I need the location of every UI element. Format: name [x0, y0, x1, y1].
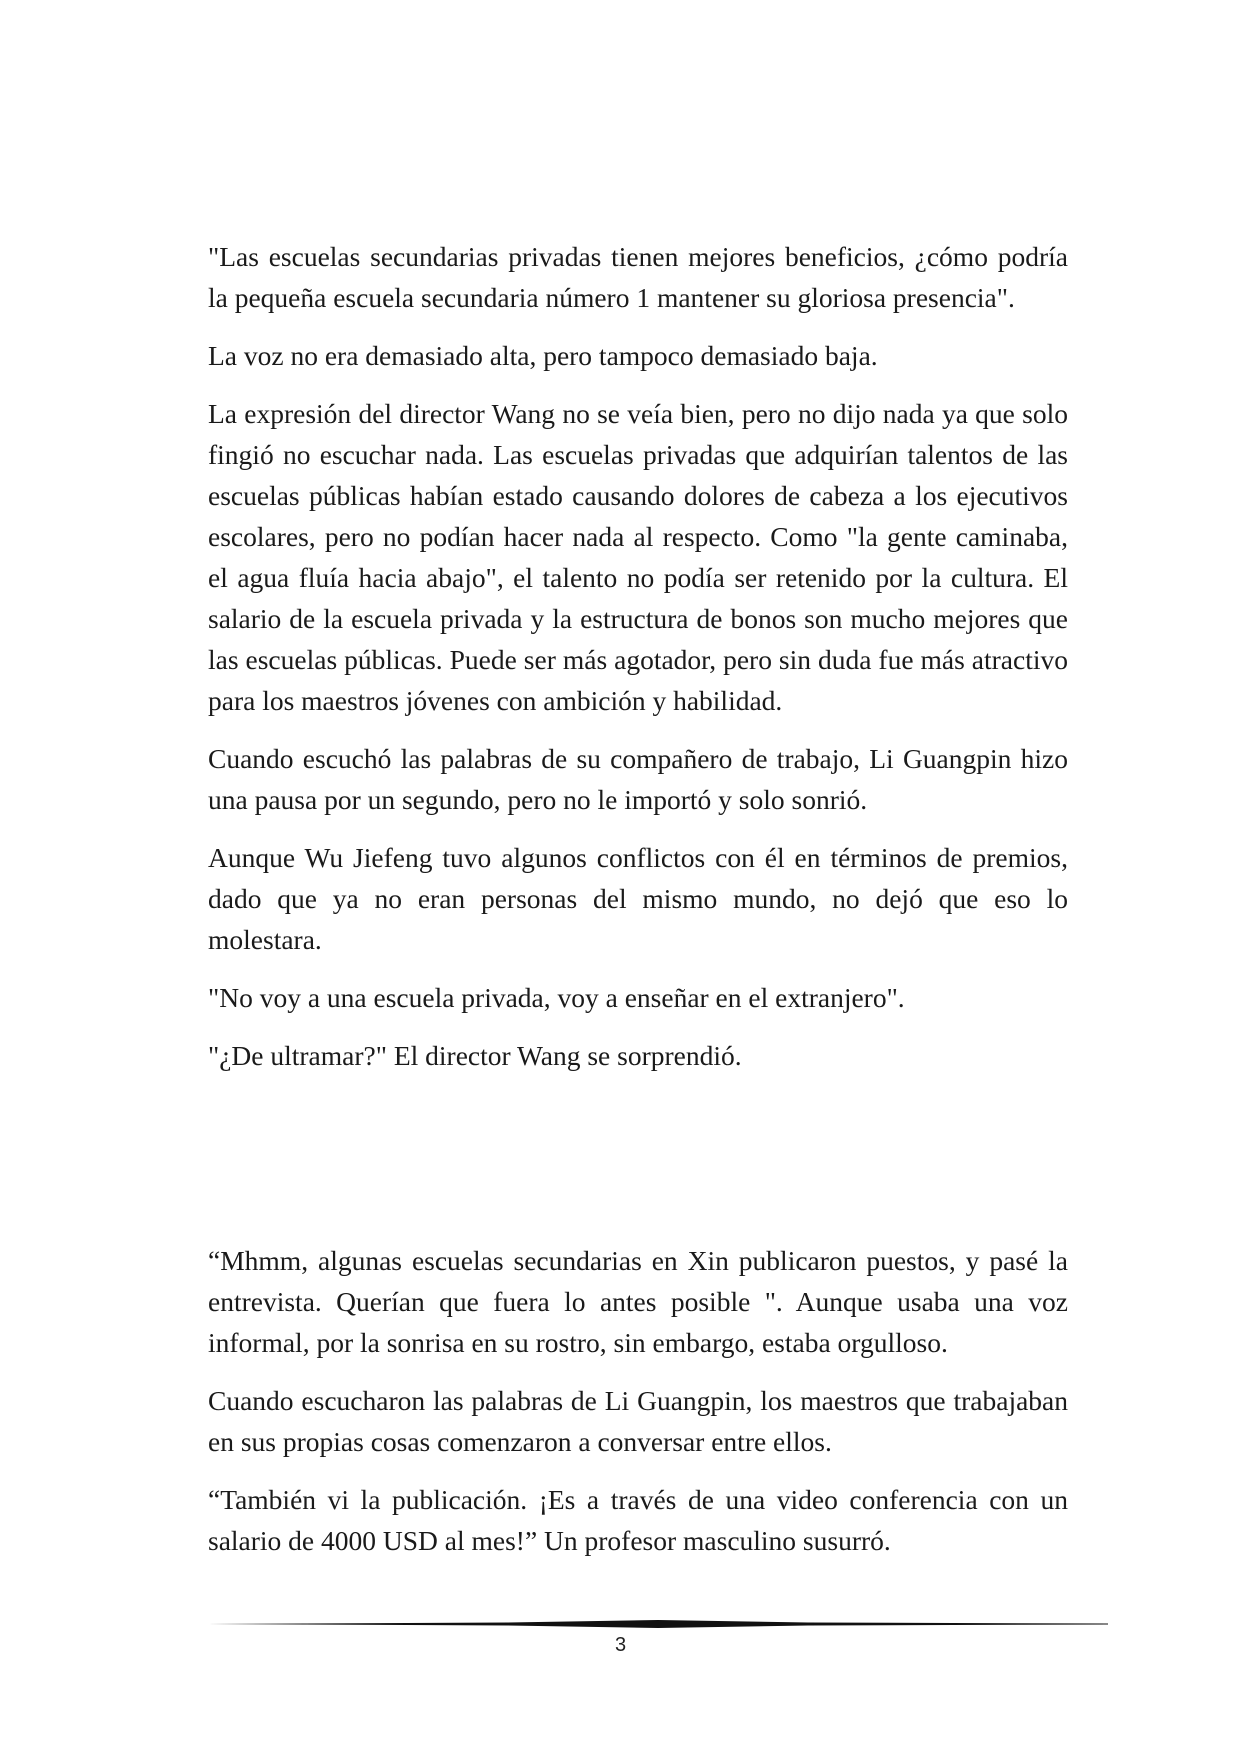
paragraph: Cuando escucharon las palabras de Li Guangpin, los maestros que trabajaban en sus propias cosas comenzaron a conversar entre ellos. — [208, 1385, 1068, 1457]
paragraph: "¿De ultramar?" El director Wang se sorprendió. — [208, 1040, 742, 1071]
paragraph: "Las escuelas secundarias privadas tienen mejores beneficios, ¿cómo podría la pequeña escuela secundaria número 1 mantener su gloriosa presencia". — [208, 241, 1068, 313]
page-number: 3 — [614, 1634, 627, 1656]
paragraph: "No voy a una escuela privada, voy a enseñar en el extranjero". — [208, 982, 905, 1013]
paragraph: “También vi la publicación. ¡Es a través de una video conferencia con un salario de 4000 USD al mes!” Un profesor masculino susurró. — [208, 1484, 1068, 1556]
footer-divider — [208, 1617, 1108, 1631]
paragraph: La expresión del director Wang no se veía bien, pero no dijo nada ya que solo fingió no escuchar nada. Las escuelas privadas que adquirían talentos de las escuelas públicas habían estado causando dolores de cabeza a los ejecutivos escolares, pero no podían hacer nada al respecto. Como "la gente caminaba, el agua fluía hacia abajo", el talento no podía ser retenido por la cultura. El salario de la escuela privada y la estructura de bonos son mucho mejores que las escuelas públicas. Puede ser más agotador, pero sin duda fue más atractivo para los maestros jóvenes con ambición y habilidad. — [208, 398, 1068, 716]
body-text-bottom — [208, 1240, 1068, 1578]
paragraph: La voz no era demasiado alta, pero tampoco demasiado baja. — [208, 340, 878, 371]
paragraph: “Mhmm, algunas escuelas secundarias en Xin publicaron puestos, y pasé la entrevista. Querían que fuera lo antes posible ". Aunque usaba una voz informal, por la sonrisa en su rostro, sin embargo, estaba orgulloso. — [208, 1245, 1068, 1358]
paragraph: Cuando escuchó las palabras de su compañero de trabajo, Li Guangpin hizo una pausa por un segundo, pero no le importó y solo sonrió. — [208, 743, 1068, 815]
paragraph: Aunque Wu Jiefeng tuvo algunos conflictos con él en términos de premios, dado que ya no eran personas del mismo mundo, no dejó que eso lo molestara. — [208, 842, 1068, 955]
body-text-top — [208, 236, 1068, 1093]
